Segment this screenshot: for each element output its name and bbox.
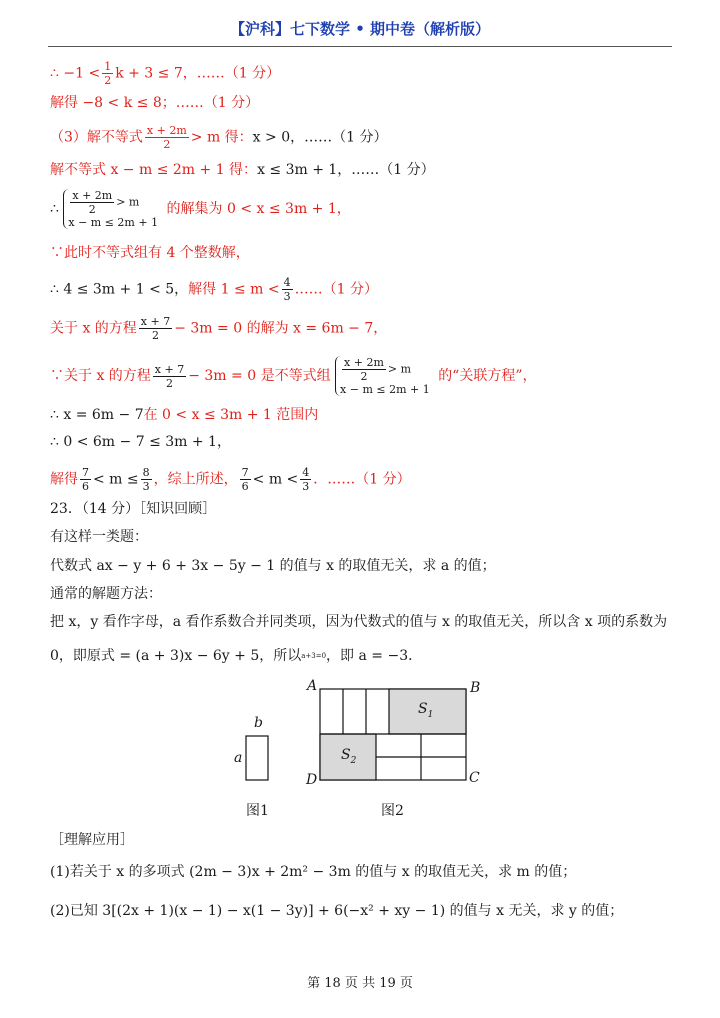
fig2-label-C: C	[469, 770, 480, 786]
fig2-label-A: A	[307, 678, 318, 694]
solution-line-10: ∴ x = 6m − 7在 0 < x ≤ 3m + 1 范围内	[50, 407, 319, 423]
solution-line-8: 关于 x 的方程 $\frac{x + 7}{2}$ − 3m = 0 的解为 x = 6m − 7，	[50, 315, 388, 342]
fig2-label-s2: $S_2$	[341, 747, 357, 766]
question-text-4: 把 x，y 看作字母，a 看作系数合并同类项，因为代数式的值与 x 的取值无关，所以含 x 项的系数为	[50, 614, 668, 630]
solution-line-11: ∴ 0 < 6m − 7 ≤ 3m + 1，	[50, 434, 231, 450]
section-understanding: ［理解应用］	[50, 832, 134, 848]
fig1-rectangle	[246, 736, 268, 780]
question-text-3: 通常的解题方法：	[50, 586, 162, 602]
fig1-label-a: a	[234, 750, 243, 766]
fig2-caption: 图2	[381, 803, 404, 819]
solution-line-12: 解得 $\frac{7}{6}$ < m ≤ $\frac{8}{3}$ ，综上所述， $\frac{7}{6}$ < m < $\frac{4}{3}$ ．……（1 分）	[50, 466, 411, 493]
inequality-system: $\frac{x + 2m}{2}$ > m x − m ≤ 2m + 1	[63, 189, 162, 229]
solution-line-1: ∴ −1 < $\frac{1}{2}$ k + 3 ≤ 7，……（1 分）	[50, 60, 281, 87]
page-footer: 第 18 页 共 19 页	[307, 976, 413, 991]
question-text-1: 有这样一类题：	[50, 529, 148, 545]
fig2-label-D: D	[306, 772, 318, 788]
fig2-label-B: B	[470, 680, 481, 696]
sub-question-2: (2)已知 3[(2x + 1)(x − 1) − x(1 − 3y)] + 6(−x² + xy − 1) 的值与 x 无关，求 y 的值；	[50, 903, 624, 919]
question-text-2: 代数式 ax − y + 6 + 3x − 5y − 1 的值与 x 的取值无关，求 a 的值；	[50, 558, 496, 574]
sub-question-1: (1)若关于 x 的多项式 (2m − 3)x + 2m² − 3m 的值与 x 的取值无关，求 m 的值；	[50, 864, 577, 880]
solution-line-2: 解得 −8 < k ≤ 8；……（1 分）	[50, 95, 260, 111]
solution-line-5: ∴ $\frac{x + 2m}{2}$ > m x − m ≤ 2m + 1 的解集为 0 < x ≤ 3m + 1，	[50, 189, 351, 229]
solution-line-4: 解不等式 x − m ≤ 2m + 1 得：x ≤ 3m + 1，……（1 分）	[50, 162, 435, 178]
solution-line-9: ∵关于 x 的方程 $\frac{x + 7}{2}$ − 3m = 0 是不等式组 $\frac{x + 2m}{2}$ > m x − m ≤ 2m + 1 的“关联方程”，	[50, 356, 537, 396]
fig2-label-s1: $S_1$	[418, 701, 434, 720]
page-header-title: 【沪科】七下数学 • 期中卷（解析版）	[229, 20, 491, 38]
solution-line-3: （3）解不等式 $\frac{x + 2m}{2}$ > m 得：x > 0，……（1 分）	[50, 124, 388, 151]
fig1-label-b: b	[254, 715, 263, 731]
question-text-5: 0，即原式 = (a + 3)x − 6y + 5，所以a+3=0，即 a = −3．	[50, 648, 423, 664]
inequality-system-2: $\frac{x + 2m}{2}$ > m x − m ≤ 2m + 1	[335, 356, 434, 396]
solution-line-6: ∵此时不等式组有 4 个整数解，	[50, 245, 250, 261]
question-23-heading: 23．（14 分）［知识回顾］	[50, 501, 217, 517]
solution-line-7: ∴ 4 ≤ 3m + 1 < 5，解得 1 ≤ m < $\frac{4}{3}$ ……（1 分）	[50, 276, 378, 303]
fig1-caption: 图1	[246, 803, 269, 819]
